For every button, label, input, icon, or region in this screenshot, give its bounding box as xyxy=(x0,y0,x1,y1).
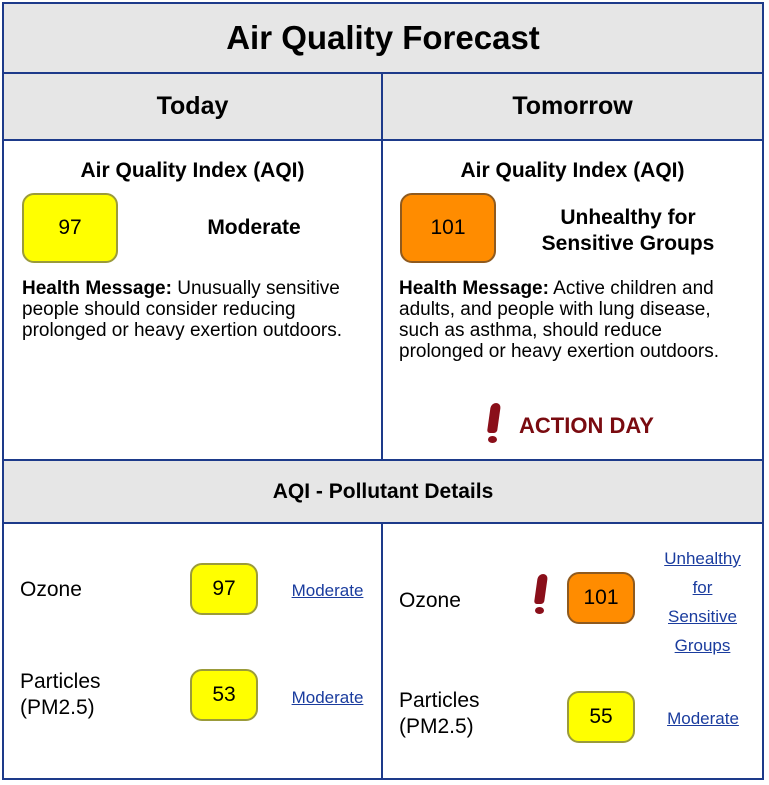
pollutant-name xyxy=(20,669,101,721)
pollutant-aqi-badge: 53 xyxy=(190,669,258,721)
aqi-badge: 101 xyxy=(400,193,496,263)
link-line[interactable]: for xyxy=(692,578,713,597)
column-header-tomorrow: Tomorrow xyxy=(383,74,762,141)
tomorrow-pollutant-details xyxy=(383,524,762,778)
pollutant-category-link[interactable] xyxy=(655,544,750,660)
pollutant-aqi-badge: 101 xyxy=(567,572,635,624)
pollutant-aqi-badge: 97 xyxy=(190,563,258,615)
health-message-text: Unusually sensitive people should consider reducing prolonged or heavy exertion outdoors. xyxy=(22,278,343,341)
aqi-category-line: Sensitive Groups xyxy=(541,232,715,255)
aqi-category: Moderate xyxy=(207,216,301,239)
action-day-label: ACTION DAY xyxy=(519,413,654,438)
health-message xyxy=(22,278,367,341)
today-pollutant-details xyxy=(4,524,383,778)
pollutant-name-line: Particles xyxy=(399,689,480,712)
health-message-label: Health Message: xyxy=(399,278,549,299)
pollutant-name xyxy=(399,688,480,740)
air-quality-widget xyxy=(2,2,764,780)
link-line[interactable]: Groups xyxy=(674,636,731,655)
link-line[interactable]: Sensitive xyxy=(668,607,737,626)
link-line[interactable]: Unhealthy xyxy=(664,549,741,568)
pollutant-name-line: (PM2.5) xyxy=(399,715,474,738)
tomorrow-forecast xyxy=(383,141,762,461)
exclamation-icon xyxy=(487,403,501,443)
column-header-today: Today xyxy=(4,74,383,141)
pollutant-category-link[interactable]: Moderate xyxy=(667,709,739,728)
pollutant-name-line: (PM2.5) xyxy=(20,696,95,719)
aqi-category-line: Unhealthy for xyxy=(560,206,696,229)
health-message-text: Active children and adults, and people with lung disease, such as asthma, should reduce prolonged or heavy exertion outdoors. xyxy=(399,278,720,362)
pollutant-details-title: AQI - Pollutant Details xyxy=(4,461,762,524)
pollutant-aqi-badge: 55 xyxy=(567,691,635,743)
pollutant-name: Ozone xyxy=(399,589,461,612)
aqi-category xyxy=(513,205,743,257)
aqi-badge: 97 xyxy=(22,193,118,263)
exclamation-icon xyxy=(534,574,548,614)
today-forecast xyxy=(4,141,383,461)
aqi-heading: Air Quality Index (AQI) xyxy=(80,159,305,182)
pollutant-name: Ozone xyxy=(20,578,82,601)
pollutant-name-line: Particles xyxy=(20,670,101,693)
pollutant-category-link[interactable]: Moderate xyxy=(291,581,364,600)
aqi-heading: Air Quality Index (AQI) xyxy=(460,159,685,182)
widget-title: Air Quality Forecast xyxy=(4,4,762,74)
action-day xyxy=(487,403,654,443)
pollutant-category-link[interactable]: Moderate xyxy=(291,688,364,707)
health-message xyxy=(399,278,749,362)
health-message-label: Health Message: xyxy=(22,278,172,299)
